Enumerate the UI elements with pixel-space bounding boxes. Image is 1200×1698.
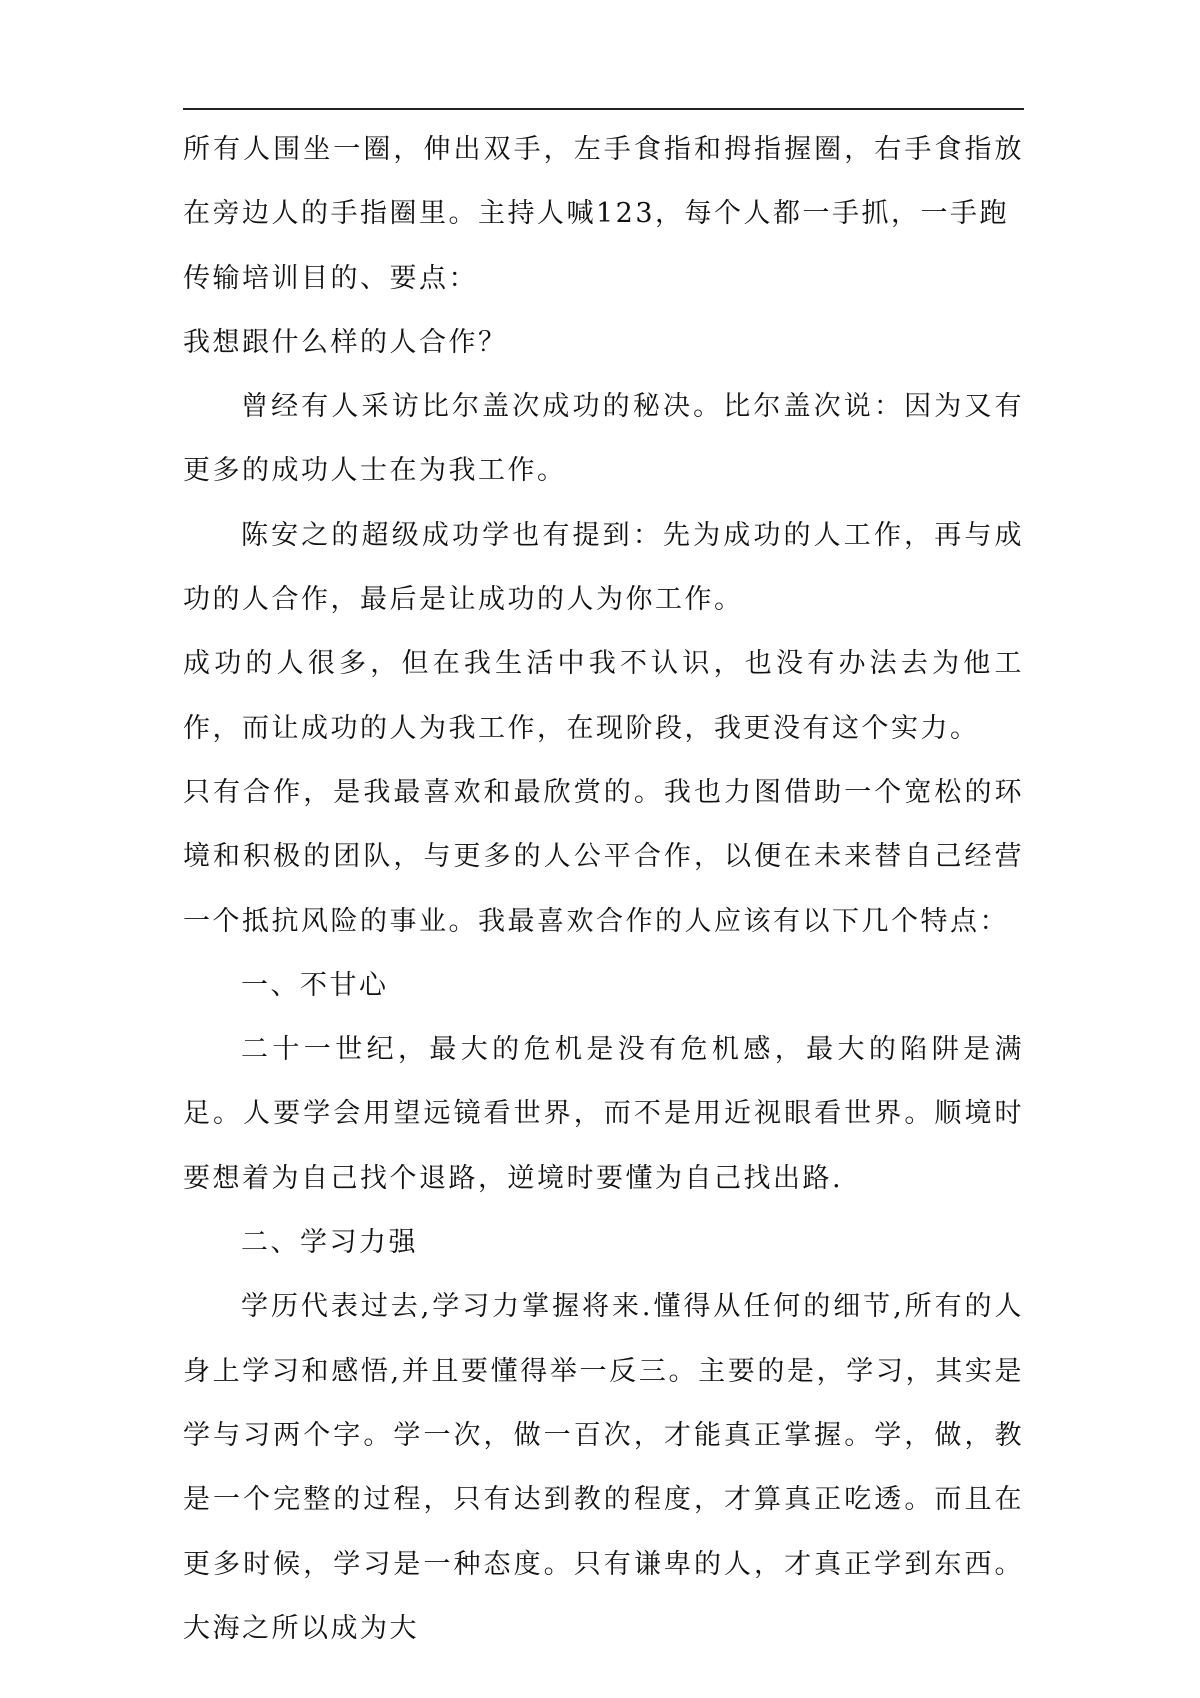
paragraph-crisis: 二十一世纪，最大的危机是没有危机感，最大的陷阱是满足。人要学会用望远镜看世界，而不是用近视眼看世界。顺境时要想着为自己找个退路，逆境时要懂为自己找出路. (183, 1034, 1024, 1194)
document-body (183, 118, 1024, 1661)
paragraph-successful-people: 成功的人很多，但在我生活中我不认识，也没有办法去为他工作，而让成功的人为我工作，在现阶段，我更没有这个实力。 (183, 648, 1024, 744)
header-rule (183, 108, 1024, 110)
paragraph-only-cooperation: 只有合作，是我最喜欢和最欣赏的。我也力图借助一个宽松的环境和积极的团队，与更多的人公平合作，以便在未来替自己经营一个抵抗风险的事业。我最喜欢合作的人应该有以下几个特点： (183, 776, 1024, 937)
paragraph-chen-anzhi: 陈安之的超级成功学也有提到：先为成功的人工作，再与成功的人合作，最后是让成功的人为你工作。 (183, 519, 1024, 616)
paragraph-training-purpose: 传输培训目的、要点： (183, 262, 478, 294)
section-heading-cooperation: 我想跟什么样的人合作？ (183, 326, 508, 358)
heading-not-content: 一、不甘心 (241, 969, 389, 1001)
paragraph-learning: 学历代表过去,学习力掌握将来.懂得从任何的细节,所有的人身上学习和感悟,并且要懂得举一反三。主要的是，学习，其实是学与习两个字。学一次，做一百次，才能真正掌握。学，做，教是一个完整的过程，只有达到教的程度，才算真正吃透。而且在更多时候，学习是一种态度。只有谦卑的人，才真正学到东西。大海之所以成为大 (183, 1291, 1024, 1644)
paragraph-game-rules: 所有人围坐一圈，伸出双手，左手食指和拇指握圈，右手食指放在旁边人的手指圈里。主持人喊123，每个人都一手抓，一手跑 (183, 134, 1024, 230)
heading-learning-ability: 二、学习力强 (241, 1227, 418, 1259)
paragraph-bill-gates: 曾经有人采访比尔盖次成功的秘决。比尔盖次说：因为又有更多的成功人士在为我工作。 (183, 391, 1024, 487)
